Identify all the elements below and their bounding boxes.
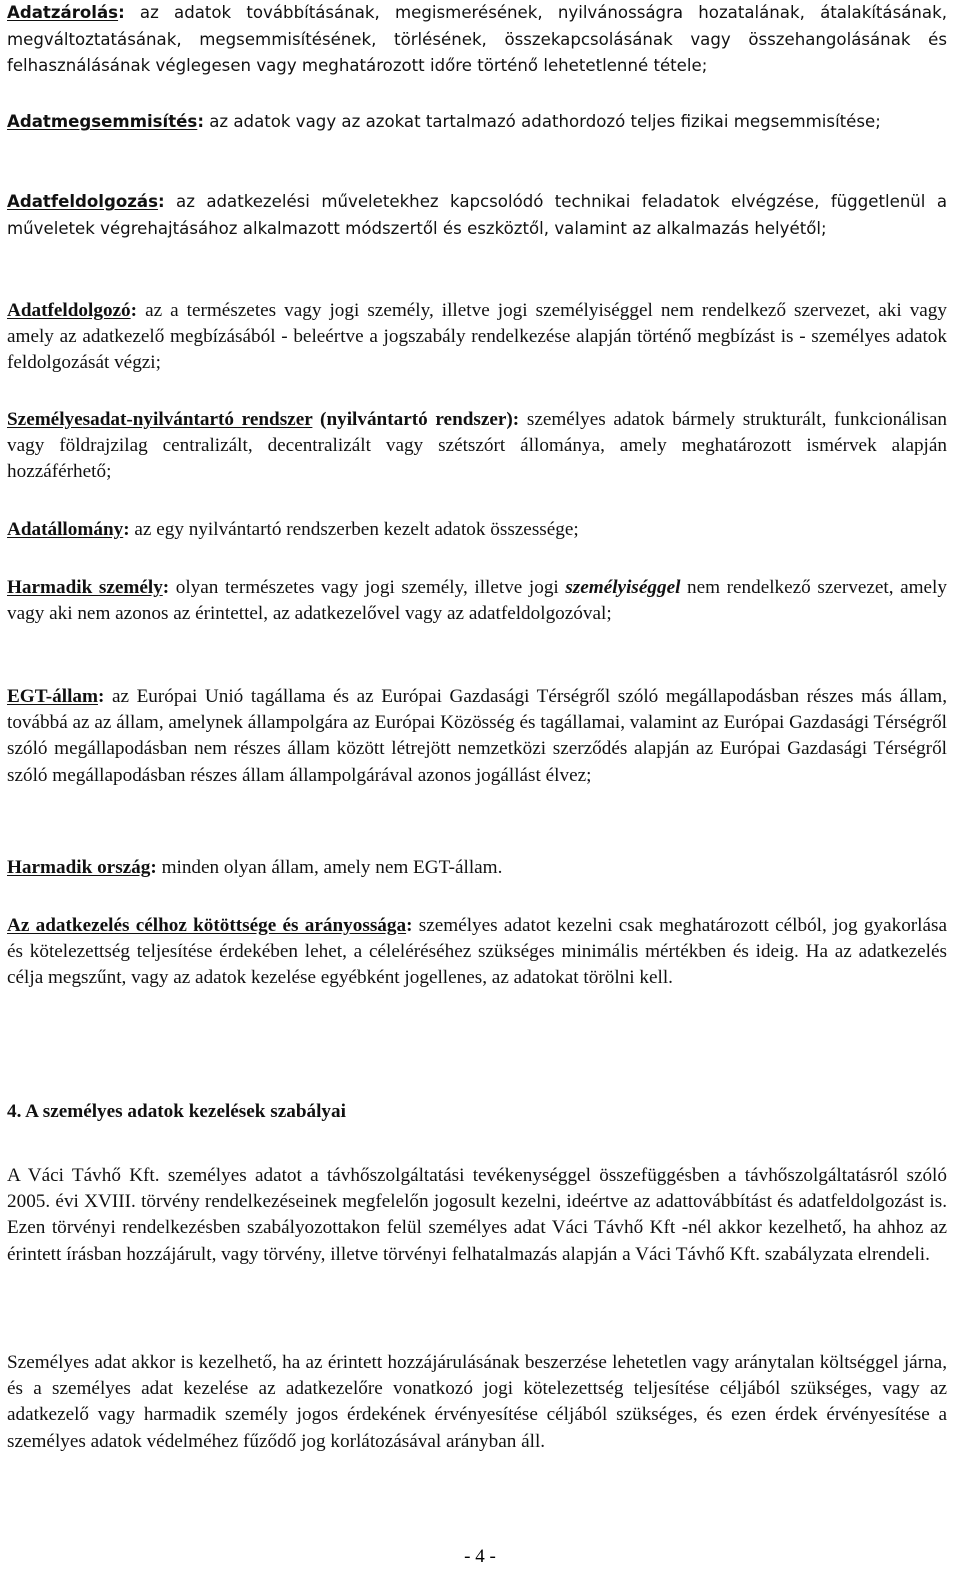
- definition-text: olyan természetes vagy jogi személy, illetve jogi: [169, 577, 566, 598]
- definition-term: EGT-állam: [7, 686, 98, 707]
- definition-term: Harmadik ország: [7, 857, 151, 878]
- section-heading: 4. A személyes adatok kezelések szabályai: [7, 1101, 346, 1122]
- definition-term: Adatzárolás: [7, 3, 119, 22]
- definition-term: Személyesadat-nyilvántartó rendszer: [7, 409, 313, 430]
- definition-adatzarolas: Adatzárolás: az adatok továbbításának, megismerésének, nyilvánosságra hozatalának, átalakításának, megváltoztatásának, megsemmisítésének, törlésének, összekapcsolásának vagy összehangolásának és felhasználásának véglegesen vagy meghatározott időre történő lehetetlenné tétele;: [7, 3, 947, 75]
- definition-text: személyes adatok bármely strukturált, funkcionálisan vagy földrajzilag centralizált, decentralizált vagy szétszórt állománya, amely meghatározott ismérvek alapján hozzáférhető;: [7, 409, 948, 483]
- definition-term: Harmadik személy: [7, 577, 163, 598]
- definition-text: minden olyan állam, amely nem EGT-állam.: [156, 857, 503, 878]
- definition-text: az adatok továbbításának, megismerésének, nyilvánosságra hozatalának, átalakításának, megváltoztatásának, megsemmisítésének, törlésének, összekapcsolásának vagy összehangolásának és felhasználásának véglegesen vagy meghatározott időre történő lehetetlenné tétele;: [7, 3, 947, 75]
- definition-text: az adatok vagy az azokat tartalmazó adathordozó teljes fizikai megsemmisítése;: [203, 112, 881, 131]
- definition-nyilvantarto-rendszer: [7, 407, 947, 486]
- definition-term: Adatfeldolgozó: [7, 300, 131, 321]
- definition-adatmegsemmisites: Adatmegsemmisítés: az adatok vagy az azokat tartalmazó adathordozó teljes fizikai megsemmisítése;: [7, 112, 881, 131]
- definition-celhoz-kotottseg: Az adatkezelés célhoz kötöttsége és arányossága: személyes adatot kezelni csak meghatározott célból, jog gyakorlása és kötelezettség teljesítése érdekében lehet, a céleléréséhez szükséges minimális mértékben és ideig. Ha az adatkezelés célja megszűnt, vagy az adatok kezelése egyébként jogellenes, az adatokat törölni kell.: [7, 915, 948, 989]
- definition-harmadik-orszag: Harmadik ország: minden olyan állam, amely nem EGT-állam.: [7, 857, 503, 878]
- definition-egt-allam: EGT-állam: az Európai Unió tagállama és az Európai Gazdasági Térségről szóló megállapodásban részes más állam, továbbá az az állam, amelynek állampolgára az Európai Közösség és tagállamai, valamint az Európai Gazdasági Térségről szóló megállapodásban nem részes állam között létrejött nemzetközi szerződés alapján az Európai Gazdasági Térségről szóló megállapodásban részes állam állampolgárával azonos jogállást élvez;: [7, 686, 947, 786]
- definition-emphasis: személyiséggel: [565, 577, 681, 598]
- definition-term: Adatmegsemmisítés: [7, 112, 198, 131]
- definition-text: az a természetes vagy jogi személy, illetve jogi személyiséggel nem rendelkező szervezet, aki vagy amely az adatkezelő megbízásából - beleértve a jogszabály rendelkezése alapján történő megbízást is - személyes adatok feldolgozását végzi;: [7, 300, 947, 374]
- definition-term: Adatállomány: [7, 519, 124, 540]
- definition-text: az egy nyilvántartó rendszerben kezelt adatok összessége;: [129, 519, 579, 540]
- definition-text-continued: nem rendelkező szervezet, amely vagy aki nem azonos az érintettel, az adatkezelővel vagy az adatfeldolgozóval;: [7, 577, 947, 625]
- definition-term-extra: (nyilvántartó rendszer):: [312, 409, 520, 430]
- page-number: - 4 -: [464, 1546, 496, 1567]
- definition-term: Adatfeldolgozás: [7, 192, 158, 211]
- definition-adatfeldolgozo: Adatfeldolgozó: az a természetes vagy jogi személy, illetve jogi személyiséggel nem rendelkező szervezet, aki vagy amely az adatkezelő megbízásából - beleértve a jogszabály rendelkezése alapján történő megbízást is - személyes adatok feldolgozását végzi;: [7, 300, 947, 374]
- body-paragraph: Személyes adat akkor is kezelhető, ha az érintett hozzájárulásának beszerzése lehetetlen vagy aránytalan költséggel járna, és a személyes adat kezelése az adatkezelőre vonatkozó jogi kötelezettség teljesítése céljából szükséges, vagy az adatkezelő vagy harmadik személy jogos érdekének érvényesítése céljából szükséges, és ezen érdek érvényesítése a személyes adatok védelméhez fűződő jog korlátozásával arányban áll.: [7, 1352, 947, 1452]
- definition-text: az adatkezelési műveletekhez kapcsolódó technikai feladatok elvégzése, függetlenül a műveletek végrehajtásához alkalmazott módszertől és eszköztől, valamint az alkalmazás helyétől;: [7, 192, 947, 238]
- definition-text: személyes adatot kezelni csak meghatározott célból, jog gyakorlása és kötelezettség teljesítése érdekében lehet, a céleléréséhez szükséges minimális mértékben és ideig. Ha az adatkezelés célja megszűnt, vagy az adatok kezelése egyébként jogellenes, az adatokat törölni kell.: [7, 915, 948, 989]
- definition-adatfeldolgozas: Adatfeldolgozás: az adatkezelési műveletekhez kapcsolódó technikai feladatok elvégzése, függetlenül a műveletek végrehajtásához alkalmazott módszertől és eszköztől, valamint az alkalmazás helyétől;: [7, 192, 947, 238]
- definition-harmadik-szemely: Harmadik személy: olyan természetes vagy jogi személy, illetve jogi személyiséggel nem rendelkező szervezet, amely vagy aki nem azonos az érintettel, az adatkezelővel vagy az adatfeldolgozóval;: [7, 577, 947, 625]
- definition-term: Az adatkezelés célhoz kötöttsége és arányossága: [7, 915, 407, 936]
- body-paragraph: A Váci Távhő Kft. személyes adatot a távhőszolgáltatási tevékenységgel összefüggésben a távhőszolgáltatásról szóló 2005. évi XVIII. törvény rendelkezéseinek megfelelőn jogosult kezelni, ideértve az adattovábbítást és adatfeldolgozást is. Ezen törvényi rendelkezésben szabályozottakon felül személyes adat Váci Távhő Kft -nél akkor kezelhető, ha ahhoz az érintett írásban hozzájárult, vagy törvény, illetve törvényi felhatalmazás alapján a Váci Távhő Kft. szabályzata elrendeli.: [7, 1165, 947, 1265]
- definition-adatallomany: Adatállomány: az egy nyilvántartó rendszerben kezelt adatok összessége;: [7, 519, 579, 540]
- definition-text: az Európai Unió tagállama és az Európai Gazdasági Térségről szóló megállapodásban részes más állam, továbbá az az állam, amelynek állampolgára az Európai Közösség és tagállamai, valamint az Európai Gazdasági Térségről szóló megállapodásban nem részes állam között létrejött nemzetközi szerződés alapján az Európai Gazdasági Térségről szóló megállapodásban részes állam állampolgárával azonos jogállást élvez;: [7, 686, 947, 786]
